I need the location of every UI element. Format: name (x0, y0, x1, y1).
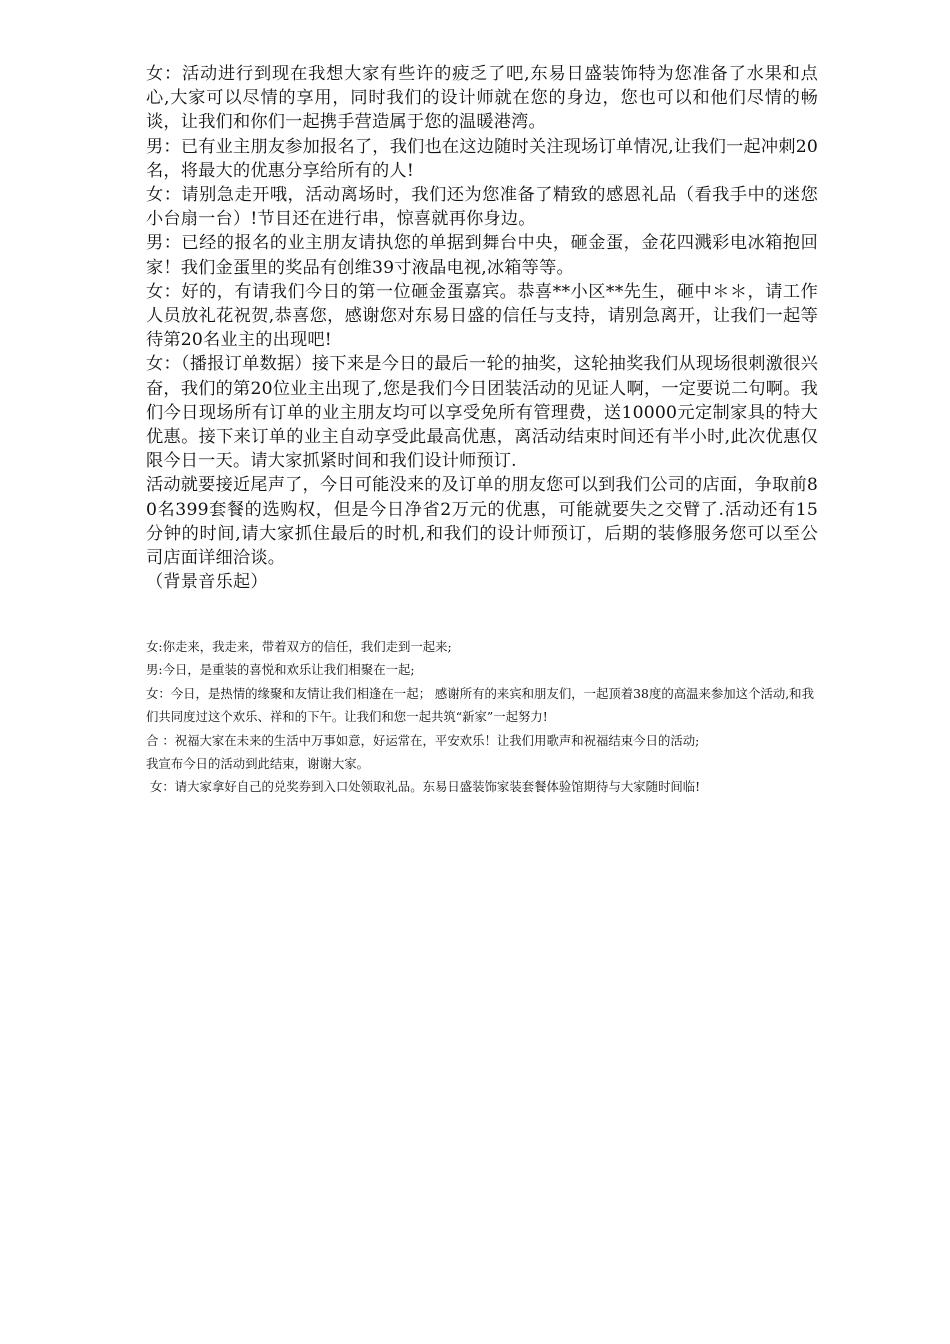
paragraph-music-cue: （背景音乐起） (146, 572, 268, 593)
closing-line-announce-end: 我宣布今日的活动到此结束，谢谢大家。 (146, 756, 370, 772)
closing-line-male: 男:今日，是重装的喜悦和欢乐让我们相聚在一起; (146, 662, 415, 678)
closing-line-female-3: 女：请大家拿好自己的兑奖券到入口处领取礼品。东易日盛装饰家装套餐体验馆期待与大家随时间临! (150, 779, 701, 795)
paragraph-male-golden-egg: 男：已经的报名的业主朋友请执您的单据到舞台中央，砸金蛋，金花四溅彩电冰箱抱回家！我们金蛋里的奖品有创维39寸液晶电视,冰箱等等。 (146, 233, 818, 278)
closing-section (146, 635, 826, 799)
closing-line-together: 合 ：祝福大家在未来的生活中万事如意，好运常在，平安欢乐！让我们用歌声和祝福结束今日的活动; (146, 732, 700, 748)
paragraph-female-first-guest: 女：好的，有请我们今日的第一位砸金蛋嘉宾。恭喜**小区**先生，砸中＊＊，请工作人员放礼花祝贺,恭喜您，感谢您对东易日盛的信任与支持，请别急离开，让我们一起等待第20名业主的出现吧! (146, 281, 818, 351)
paragraph-female-rest: 女：活动进行到现在我想大家有些许的疲乏了吧,东易日盛装饰特为您准备了水果和点心,大家可以尽情的享用，同时我们的设计师就在您的身边，您也可以和他们尽情的畅谈，让我们和你们一起携手营造属于您的温暖港湾。 (146, 64, 818, 133)
paragraph-female-final-draw: 女：（播报订单数据）接下来是今日的最后一轮的抽奖，这轮抽奖我们从现场很刺激很兴奋，我们的第20位业主出现了,您是我们今日团装活动的见证人啊，一定要说二句啊。我们今日现场所有订单的业主朋友均可以享受免所有管理费，送10000元定制家具的特大优惠。接下来订单的业主自动享受此最高优惠，离活动结束时间还有半小时,此次优惠仅限今日一天。请大家抓紧时间和我们设计师预订. (146, 354, 818, 472)
script-body (146, 62, 818, 594)
paragraph-female-gift: 女：请别急走开哦，活动离场时，我们还为您准备了精致的感恩礼品（看我手中的迷您小台扇一台）!节目还在进行串，惊喜就再你身边。 (146, 185, 818, 230)
closing-line-female-2: 女：今日，是热情的缘聚和友情让我们相逢在一起； 感谢所有的来宾和朋友们，一起顶着38度的高温来参加这个活动,和我们共同度过这个欢乐、祥和的下午。让我们和您一起共筑“新家”一起努力! (146, 685, 814, 725)
closing-line-female-1: 女:你走来，我走来，带着双方的信任，我们走到一起来; (146, 639, 452, 654)
paragraph-closing-notice: 活动就要接近尾声了，今日可能没来的及订单的朋友您可以到我们公司的店面，争取前80名399套餐的选购权，但是今日净省2万元的优惠，可能就要失之交臂了.活动还有15分钟的时间,请大家抓住最后的时机,和我们的设计师预订，后期的装修服务您可以至公司店面详细洽谈。 (146, 475, 818, 569)
paragraph-male-signup: 男：已有业主朋友参加报名了，我们也在这边随时关注现场订单情况,让我们一起冲刺20名，将最大的优惠分享给所有的人! (146, 136, 818, 181)
